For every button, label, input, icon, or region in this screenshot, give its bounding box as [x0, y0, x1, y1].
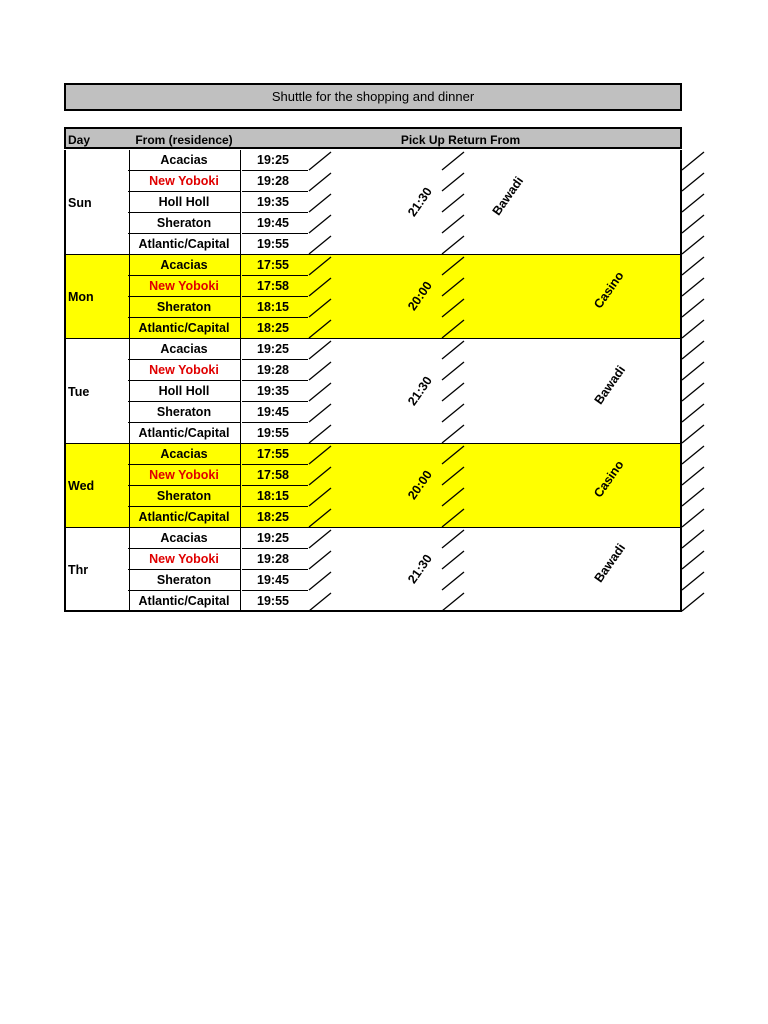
pickup-time-cell: 18:25	[257, 321, 289, 335]
day-label: Mon	[66, 255, 130, 339]
residence-cell: Acacias	[128, 339, 241, 360]
residence-cell: Sheraton	[128, 570, 241, 591]
pickup-time-cell: 19:28	[242, 549, 308, 570]
hatch-line	[682, 236, 704, 254]
day-label: Wed	[66, 444, 130, 528]
return-location: Casino	[591, 457, 627, 501]
hatch-line	[309, 215, 331, 233]
pickup-time-cell: 19:28	[242, 171, 308, 192]
hatch-line	[682, 215, 704, 233]
hatch-line	[682, 425, 704, 443]
hatch-line	[442, 215, 464, 233]
day-label: Thr	[66, 528, 130, 612]
hatch-line	[309, 320, 331, 338]
hatch-line	[682, 299, 704, 317]
hatch-line	[309, 173, 331, 191]
schedule-table	[64, 127, 682, 612]
pickup-time-cell: 19:28	[242, 360, 308, 381]
pickup-time-cell: 19:45	[242, 570, 308, 591]
residence-cell: New Yoboki	[128, 465, 241, 486]
hatch-line	[442, 299, 464, 317]
day-label: Tue	[66, 339, 130, 444]
hatch-line	[442, 593, 464, 611]
day-block-sun	[64, 150, 682, 255]
residence-cell: Atlantic/Capital	[128, 507, 241, 528]
hatch-line	[309, 278, 331, 296]
residence-cell: Sheraton	[128, 402, 241, 423]
hatch-line	[682, 341, 704, 359]
pickup-time-cell: 19:45	[242, 402, 308, 423]
return-time: 21:30	[405, 184, 435, 219]
hatch-line	[682, 320, 704, 338]
hatch-line	[309, 299, 331, 317]
hatch-line	[309, 551, 331, 569]
hatch-line	[442, 278, 464, 296]
hatch-line	[682, 194, 704, 212]
hatch-line	[442, 152, 464, 170]
hatch-line	[309, 509, 331, 527]
pickup-time-cell: 17:55	[242, 444, 308, 465]
residence-cell: Acacias	[128, 255, 241, 276]
hatch-line	[309, 341, 331, 359]
return-location: Casino	[591, 268, 627, 312]
return-location: Bawadi	[591, 541, 629, 585]
hatch-line	[442, 341, 464, 359]
hatch-line	[682, 404, 704, 422]
day-block-tue	[64, 339, 682, 444]
hatch-line	[309, 194, 331, 212]
hatch-line	[682, 278, 704, 296]
hatch-line	[309, 383, 331, 401]
pickup-time-cell: 18:25	[257, 510, 289, 524]
page-title: Shuttle for the shopping and dinner	[64, 83, 682, 111]
return-time: 20:00	[405, 467, 435, 503]
hatch-line	[442, 551, 464, 569]
residence-cell: Holl Holl	[128, 192, 241, 213]
hatch-line	[682, 593, 704, 611]
return-location: Bawadi	[591, 362, 629, 407]
hatch-line	[309, 236, 331, 254]
hatch-line	[682, 446, 704, 464]
hatch-line	[309, 467, 331, 485]
pickup-time-cell: 17:58	[242, 465, 308, 486]
hatch-line	[309, 488, 331, 506]
residence-cell: Sheraton	[128, 297, 241, 318]
hatch-line	[682, 530, 704, 548]
residence-cell: Acacias	[128, 444, 241, 465]
return-time: 21:30	[405, 373, 435, 408]
hatch-line	[309, 593, 331, 611]
hatch-line	[442, 257, 464, 275]
pickup-time-cell: 19:45	[242, 213, 308, 234]
hatch-line	[442, 320, 464, 338]
hatch-line	[309, 362, 331, 380]
residence-cell: Holl Holl	[128, 381, 241, 402]
hatch-line	[682, 152, 704, 170]
hatch-line	[309, 257, 331, 275]
residence-cell: Atlantic/Capital	[128, 318, 241, 339]
hatch-line	[442, 383, 464, 401]
header-from: From (residence)	[127, 127, 242, 149]
hatch-line	[442, 194, 464, 212]
residence-cell: Sheraton	[128, 213, 241, 234]
pickup-time-cell: 19:55	[257, 237, 289, 251]
day-label: Sun	[66, 150, 130, 255]
hatch-line	[442, 509, 464, 527]
hatch-line	[442, 467, 464, 485]
residence-cell: New Yoboki	[128, 549, 241, 570]
hatch-line	[442, 362, 464, 380]
pickup-time-cell: 19:35	[242, 381, 308, 402]
return-location: Bawadi	[489, 173, 527, 218]
hatch-line	[442, 488, 464, 506]
pickup-time-cell: 19:25	[242, 150, 308, 171]
pickup-time-cell: 19:55	[257, 594, 289, 608]
return-time: 21:30	[405, 551, 435, 587]
hatch-line	[682, 257, 704, 275]
day-block-thr	[64, 528, 682, 612]
hatch-line	[682, 572, 704, 590]
header-pickup-return: Pick Up Return From	[241, 127, 682, 149]
residence-cell: Acacias	[128, 528, 241, 549]
pickup-time-cell: 17:55	[242, 255, 308, 276]
hatch-line	[682, 173, 704, 191]
pickup-time-cell: 19:25	[242, 339, 308, 360]
return-time: 20:00	[405, 278, 435, 314]
day-block-mon	[64, 255, 682, 339]
hatch-line	[682, 509, 704, 527]
hatch-line	[309, 425, 331, 443]
hatch-line	[442, 530, 464, 548]
pickup-time-cell: 19:35	[242, 192, 308, 213]
residence-cell: Atlantic/Capital	[128, 591, 241, 612]
header-day: Day	[64, 127, 128, 149]
pickup-time-cell: 18:15	[242, 297, 308, 318]
residence-cell: Atlantic/Capital	[128, 423, 241, 444]
hatch-line	[682, 362, 704, 380]
residence-cell: New Yoboki	[128, 171, 241, 192]
hatch-line	[682, 488, 704, 506]
residence-cell: Acacias	[128, 150, 241, 171]
hatch-line	[682, 467, 704, 485]
day-block-wed	[64, 444, 682, 528]
hatch-line	[309, 446, 331, 464]
pickup-time-cell: 18:15	[242, 486, 308, 507]
pickup-time-cell: 19:55	[257, 426, 289, 440]
hatch-line	[442, 446, 464, 464]
hatch-lines	[66, 150, 706, 255]
hatch-line	[309, 152, 331, 170]
hatch-line	[442, 173, 464, 191]
hatch-line	[682, 383, 704, 401]
residence-cell: New Yoboki	[128, 360, 241, 381]
residence-cell: Atlantic/Capital	[128, 234, 241, 255]
hatch-line	[309, 572, 331, 590]
hatch-line	[442, 236, 464, 254]
hatch-line	[309, 404, 331, 422]
residence-cell: Sheraton	[128, 486, 241, 507]
pickup-time-cell: 17:58	[242, 276, 308, 297]
hatch-line	[682, 551, 704, 569]
hatch-line	[309, 530, 331, 548]
hatch-line	[442, 404, 464, 422]
hatch-line	[442, 425, 464, 443]
pickup-time-cell: 19:25	[242, 528, 308, 549]
hatch-line	[442, 572, 464, 590]
residence-cell: New Yoboki	[128, 276, 241, 297]
